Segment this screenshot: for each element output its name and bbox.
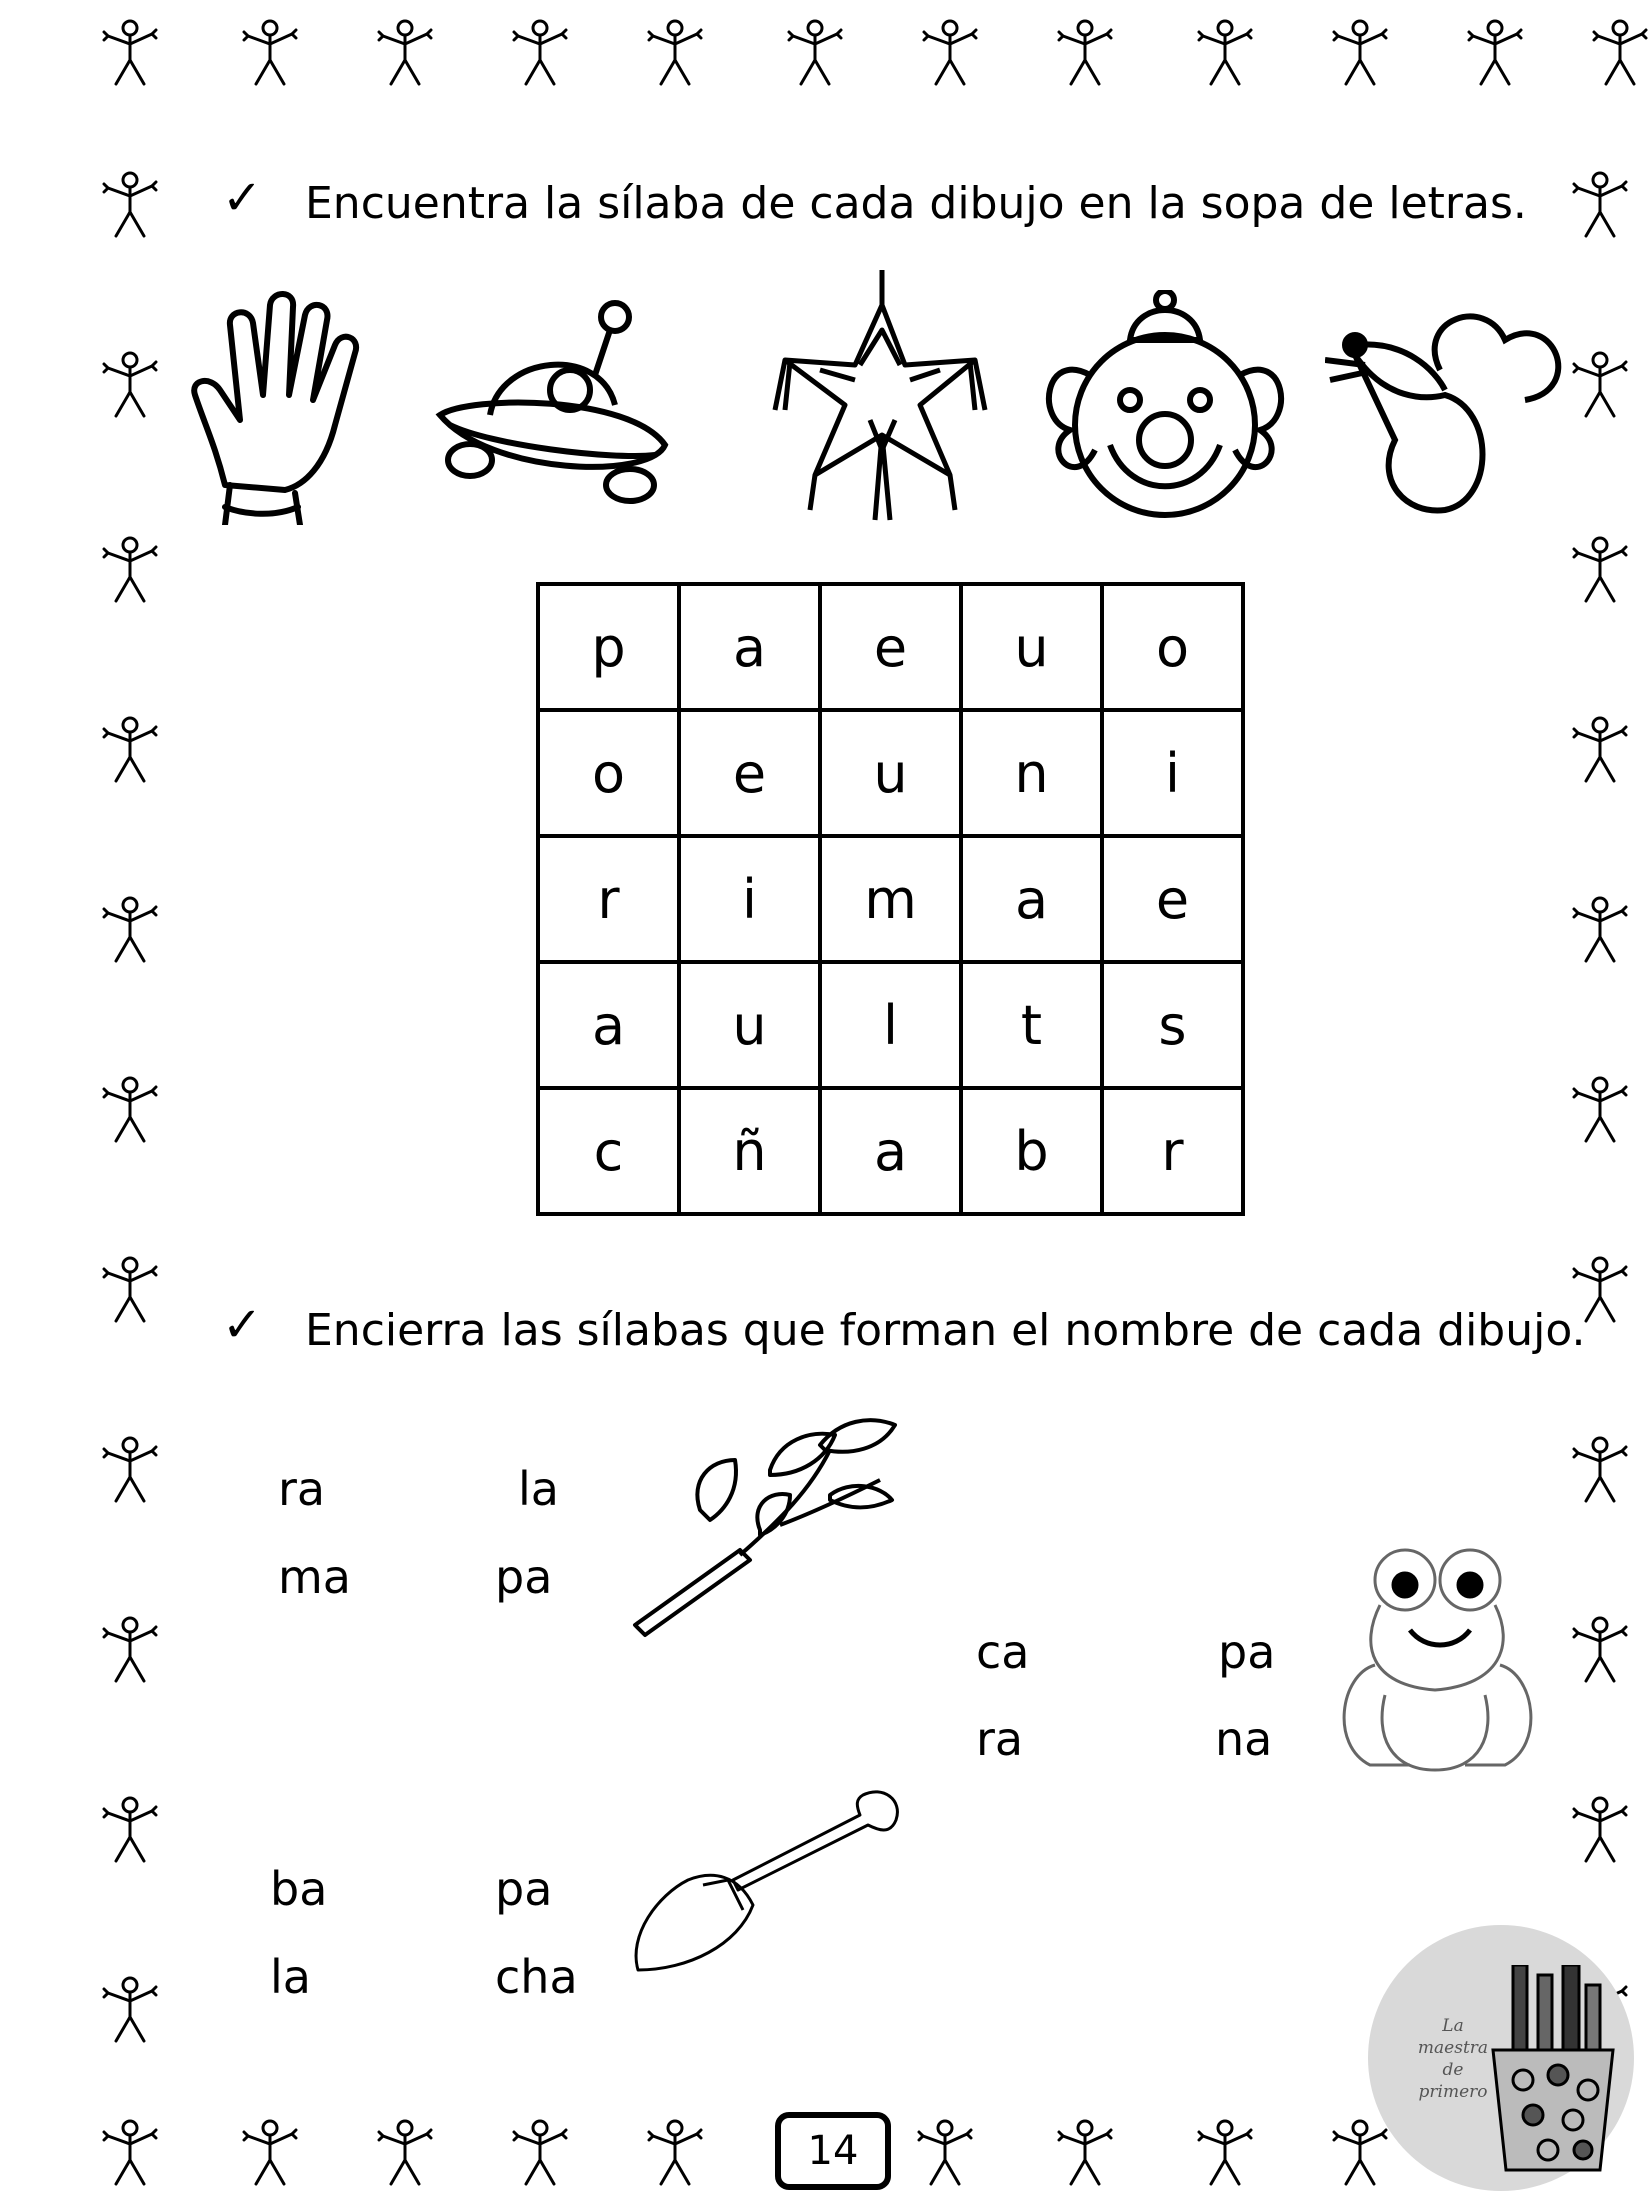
grid-cell[interactable]: e xyxy=(1102,836,1243,962)
stick-figure-icon xyxy=(375,18,435,88)
grid-cell[interactable]: ñ xyxy=(679,1088,820,1214)
stick-figure-icon xyxy=(1330,18,1390,88)
logo-text-line: La xyxy=(1442,2016,1464,2036)
grid-row xyxy=(538,1088,1243,1214)
grid-cell[interactable]: u xyxy=(961,584,1102,710)
checkmark-icon: ✓ xyxy=(222,1297,263,1353)
stick-figure-icon xyxy=(100,18,160,88)
grid-cell[interactable]: e xyxy=(820,584,961,710)
branch-picture xyxy=(630,1410,900,1640)
grid-cell[interactable]: u xyxy=(820,710,961,836)
stick-figure-icon xyxy=(100,1075,160,1145)
stick-figure-icon xyxy=(100,1435,160,1505)
grid-cell[interactable]: s xyxy=(1102,962,1243,1088)
grid-row xyxy=(538,710,1243,836)
instruction-find-syllable: Encuentra la sílaba de cada dibujo en la sopa de letras. xyxy=(305,178,1527,229)
grid-cell[interactable]: r xyxy=(1102,1088,1243,1214)
syllable-option[interactable]: pa xyxy=(495,1862,553,1916)
hand-picture xyxy=(185,285,385,525)
grid-cell[interactable]: i xyxy=(1102,710,1243,836)
grid-cell[interactable]: i xyxy=(679,836,820,962)
syllable-option[interactable]: pa xyxy=(1218,1625,1276,1679)
logo-text-line: primero xyxy=(1418,2082,1488,2102)
grid-cell[interactable]: a xyxy=(679,584,820,710)
grid-row xyxy=(538,962,1243,1088)
syllable-option[interactable]: la xyxy=(270,1950,311,2004)
grid-cell[interactable]: e xyxy=(679,710,820,836)
grid-cell[interactable]: o xyxy=(1102,584,1243,710)
grid-cell[interactable]: o xyxy=(538,710,679,836)
stick-figure-icon xyxy=(1195,18,1255,88)
stick-figure-icon xyxy=(1195,2118,1255,2188)
grid-cell[interactable]: l xyxy=(820,962,961,1088)
pinata-picture xyxy=(760,270,1000,530)
syllable-option[interactable]: ba xyxy=(270,1862,328,1916)
stick-figure-icon xyxy=(1570,1615,1630,1685)
grid-cell[interactable]: u xyxy=(679,962,820,1088)
logo-text-line: maestra xyxy=(1417,2038,1489,2058)
logo-text-line: de xyxy=(1442,2060,1464,2080)
grid-cell[interactable]: b xyxy=(961,1088,1102,1214)
grid-cell[interactable]: p xyxy=(538,584,679,710)
stick-figure-icon xyxy=(1570,170,1630,240)
stick-figure-icon xyxy=(1570,715,1630,785)
grid-cell[interactable]: a xyxy=(538,962,679,1088)
grid-row xyxy=(538,836,1243,962)
stick-figure-icon xyxy=(100,2118,160,2188)
syllable-option[interactable]: pa xyxy=(495,1550,553,1604)
stick-figure-icon xyxy=(915,2118,975,2188)
checkmark-icon: ✓ xyxy=(222,170,263,226)
stick-figure-icon xyxy=(920,18,980,88)
stick-figure-icon xyxy=(1465,18,1525,88)
stick-figure-icon xyxy=(510,18,570,88)
grid-cell[interactable]: t xyxy=(961,962,1102,1088)
stick-figure-icon xyxy=(1570,535,1630,605)
stick-figure-icon xyxy=(645,2118,705,2188)
stick-figure-icon xyxy=(1590,18,1650,88)
stick-figure-icon xyxy=(1570,1075,1630,1145)
word-search-grid xyxy=(536,582,1245,1216)
grid-row xyxy=(538,584,1243,710)
stick-figure-icon xyxy=(100,1795,160,1865)
logo xyxy=(1368,1925,1634,2191)
stick-figure-icon xyxy=(1570,1435,1630,1505)
syllable-option[interactable]: cha xyxy=(495,1950,578,2004)
syllable-option[interactable]: ra xyxy=(976,1712,1024,1766)
stick-figure-icon xyxy=(1055,2118,1115,2188)
grid-cell[interactable]: a xyxy=(820,1088,961,1214)
stick-figure-icon xyxy=(100,1255,160,1325)
page-number: 14 xyxy=(775,2112,891,2190)
stick-figure-icon xyxy=(240,18,300,88)
instruction-circle-syllables: Encierra las sílabas que forman el nombre de cada dibujo. xyxy=(305,1305,1586,1356)
syllable-option[interactable]: ma xyxy=(278,1550,351,1604)
stick-figure-icon xyxy=(375,2118,435,2188)
stick-figure-icon xyxy=(100,350,160,420)
ufo-picture xyxy=(430,295,670,515)
stick-figure-icon xyxy=(1570,895,1630,965)
stick-figure-icon xyxy=(510,2118,570,2188)
syllable-option[interactable]: la xyxy=(518,1462,559,1516)
syllable-option[interactable]: ca xyxy=(976,1625,1030,1679)
mouse-picture xyxy=(1325,300,1575,520)
stick-figure-icon xyxy=(1055,18,1115,88)
syllable-option[interactable]: na xyxy=(1215,1712,1273,1766)
grid-cell[interactable]: c xyxy=(538,1088,679,1214)
stick-figure-icon xyxy=(785,18,845,88)
grid-cell[interactable]: a xyxy=(961,836,1102,962)
stick-figure-icon xyxy=(100,170,160,240)
stick-figure-icon xyxy=(100,715,160,785)
grid-cell[interactable]: n xyxy=(961,710,1102,836)
stick-figure-icon xyxy=(1570,1795,1630,1865)
grid-cell[interactable]: r xyxy=(538,836,679,962)
syllable-option[interactable]: ra xyxy=(278,1462,326,1516)
stick-figure-icon xyxy=(100,535,160,605)
stick-figure-icon xyxy=(100,1615,160,1685)
grid-cell[interactable]: m xyxy=(820,836,961,962)
clown-picture xyxy=(1035,290,1295,520)
stick-figure-icon xyxy=(1570,350,1630,420)
stick-figure-icon xyxy=(100,895,160,965)
stick-figure-icon xyxy=(1330,2118,1390,2188)
stick-figure-icon xyxy=(645,18,705,88)
frog-picture xyxy=(1330,1545,1550,1785)
pencil-cup-icon xyxy=(1488,1965,1618,2175)
stick-figure-icon xyxy=(240,2118,300,2188)
stick-figure-icon xyxy=(100,1975,160,2045)
shovel-picture xyxy=(628,1785,908,1975)
